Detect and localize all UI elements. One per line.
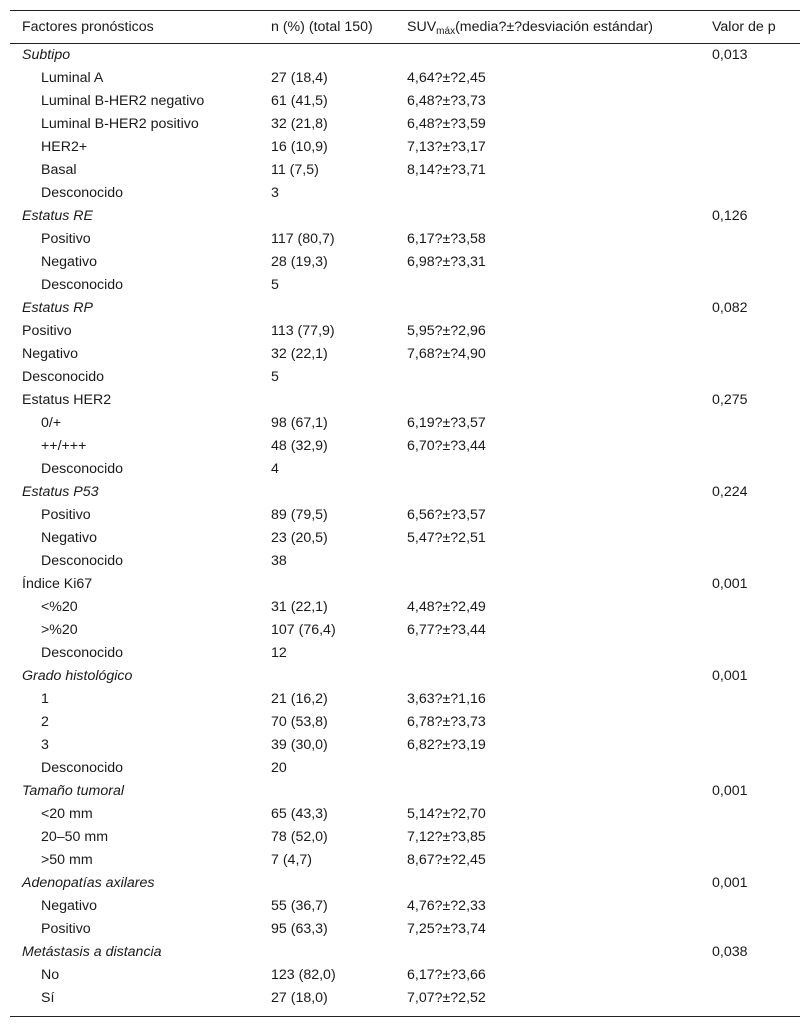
table-row [10,504,800,527]
table-row [10,573,800,596]
table-row [10,895,800,918]
row-n-value: 32 (21,8) [271,116,328,132]
table-row [10,665,800,688]
row-label: Estatus P53 [22,484,99,500]
row-label: Luminal B-HER2 negativo [41,93,205,109]
row-suv-value: 5,95?±?2,96 [407,323,486,339]
table-row [10,412,800,435]
row-label: Desconocido [41,461,124,477]
row-p-value: 0,001 [712,668,748,684]
table-row [10,711,800,734]
row-suv-value: 6,48?±?3,73 [407,93,486,109]
row-n-value: 7 (4,7) [271,852,313,868]
row-p-value: 0,001 [712,875,748,891]
row-label: Grado histológico [22,668,133,684]
row-suv-value: 6,56?±?3,57 [407,507,486,523]
row-n-value: 32 (22,1) [271,346,328,362]
row-suv-value: 7,25?±?3,74 [407,921,486,937]
table-row [10,182,800,205]
table-bottom-rule [10,1016,800,1017]
table-row [10,481,800,504]
row-label: >50 mm [41,852,93,868]
row-n-value: 27 (18,4) [271,70,328,86]
row-n-value: 78 (52,0) [271,829,328,845]
row-n-value: 38 [271,553,287,569]
table-row [10,619,800,642]
table-row [10,136,800,159]
row-suv-value: 6,77?±?3,44 [407,622,486,638]
row-label: Sí [41,990,55,1006]
row-label: Estatus HER2 [22,392,112,408]
header-factores: Factores pronósticos [22,19,154,35]
row-label: 1 [41,691,49,707]
row-label: 3 [41,737,49,753]
row-label: HER2+ [41,139,88,155]
row-p-value: 0,001 [712,576,748,592]
table-row [10,67,800,90]
header-suv-main: SUV [407,19,437,35]
row-suv-value: 6,70?±?3,44 [407,438,486,454]
row-label: Desconocido [41,277,124,293]
row-suv-value: 6,17?±?3,66 [407,967,486,983]
row-label: Luminal B-HER2 positivo [41,116,199,132]
table-row [10,596,800,619]
row-n-value: 20 [271,760,287,776]
row-n-value: 3 [271,185,279,201]
row-suv-value: 4,64?±?2,45 [407,70,486,86]
row-n-value: 117 (80,7) [271,231,335,247]
row-n-value: 123 (82,0) [271,967,336,983]
row-n-value: 4 [271,461,279,477]
header-n: n (%) (total 150) [271,19,373,35]
row-label: 0/+ [41,415,62,431]
row-suv-value: 6,48?±?3,59 [407,116,486,132]
row-label: Adenopatías axilares [22,875,155,891]
row-label: 20–50 mm [41,829,109,845]
table-row [10,688,800,711]
table-row [10,389,800,412]
row-n-value: 107 (76,4) [271,622,336,638]
row-label: Desconocido [41,645,124,661]
row-n-value: 55 (36,7) [271,898,328,914]
row-n-value: 31 (22,1) [271,599,328,615]
row-n-value: 39 (30,0) [271,737,328,753]
row-suv-value: 6,98?±?3,31 [407,254,486,270]
row-n-value: 23 (20,5) [271,530,328,546]
row-suv-value: 6,17?±?3,58 [407,231,486,247]
table-row [10,343,800,366]
row-n-value: 98 (67,1) [271,415,328,431]
row-label: Negativo [41,530,97,546]
row-label: 2 [41,714,49,730]
table-row [10,780,800,803]
table-row [10,826,800,849]
row-n-value: 12 [271,645,287,661]
row-suv-value: 6,78?±?3,73 [407,714,486,730]
row-label: >%20 [41,622,78,638]
table-row [10,228,800,251]
table-row [10,527,800,550]
row-n-value: 5 [271,277,279,293]
row-label: Desconocido [41,553,124,569]
row-label: No [41,967,60,983]
row-p-value: 0,013 [712,47,748,63]
row-p-value: 0,082 [712,300,748,316]
table-row [10,941,800,964]
row-label: Subtipo [22,47,71,63]
row-label: Positivo [41,507,91,523]
row-n-value: 16 (10,9) [271,139,328,155]
table-row [10,205,800,228]
row-label: Negativo [41,254,97,270]
row-suv-value: 8,67?±?2,45 [407,852,486,868]
row-label: Positivo [22,323,72,339]
row-label: Basal [41,162,77,178]
row-suv-value: 7,68?±?4,90 [407,346,486,362]
row-suv-value: 7,07?±?2,52 [407,990,486,1006]
row-n-value: 21 (16,2) [271,691,328,707]
row-n-value: 27 (18,0) [271,990,328,1006]
row-label: Desconocido [22,369,105,385]
row-n-value: 95 (63,3) [271,921,328,937]
table-row [10,803,800,826]
table-row [10,918,800,941]
table-row [10,251,800,274]
table-row [10,90,800,113]
row-p-value: 0,038 [712,944,748,960]
row-label: Tamaño tumoral [22,783,124,799]
table-row [10,297,800,320]
row-n-value: 5 [271,369,279,385]
row-label: Estatus RP [22,300,93,316]
row-p-value: 0,126 [712,208,748,224]
table-row [10,44,800,67]
header-suv [407,11,653,43]
table-row [10,849,800,872]
row-label: Desconocido [41,760,124,776]
row-n-value: 89 (79,5) [271,507,328,523]
table-row [10,274,800,297]
row-suv-value: 7,12?±?3,85 [407,829,486,845]
table-row [10,113,800,136]
row-suv-value: 6,82?±?3,19 [407,737,486,753]
table-header-row [10,11,800,43]
header-suv-rest: (media?±?desviación estándar) [455,19,653,35]
row-suv-value: 5,47?±?2,51 [407,530,486,546]
table-row [10,550,800,573]
header-suv-sub: máx [436,26,456,37]
row-label: Estatus RE [22,208,93,224]
row-label: <20 mm [41,806,93,822]
table-row [10,757,800,780]
row-label: Luminal A [41,70,104,86]
row-n-value: 28 (19,3) [271,254,328,270]
row-label: Desconocido [41,185,124,201]
table-row [10,458,800,481]
row-suv-value: 5,14?±?2,70 [407,806,486,822]
row-suv-value: 4,48?±?2,49 [407,599,486,615]
row-suv-value: 8,14?±?3,71 [407,162,486,178]
row-label: Metástasis a distancia [22,944,162,960]
table-row [10,734,800,757]
row-suv-value: 7,13?±?3,17 [407,139,486,155]
row-n-value: 11 (7,5) [271,162,319,178]
table-row [10,964,800,987]
row-suv-value: 3,63?±?1,16 [407,691,486,707]
row-suv-value: 4,76?±?2,33 [407,898,486,914]
table-row [10,320,800,343]
row-p-value: 0,224 [712,484,748,500]
table-row [10,987,800,1010]
row-suv-value: 6,19?±?3,57 [407,415,486,431]
row-n-value: 48 (32,9) [271,438,328,454]
row-n-value: 61 (41,5) [271,93,328,109]
row-p-value: 0,275 [712,392,748,408]
table-row [10,435,800,458]
header-p: Valor de p [712,19,776,35]
row-label: Positivo [41,231,91,247]
row-p-value: 0,001 [712,783,748,799]
table-row [10,872,800,895]
row-n-value: 113 (77,9) [271,323,335,339]
row-n-value: 70 (53,8) [271,714,328,730]
table-row [10,366,800,389]
row-label: Índice Ki67 [22,576,93,592]
table-row [10,159,800,182]
table-row [10,642,800,665]
row-label: ++/+++ [41,438,87,454]
row-label: Positivo [41,921,91,937]
row-label: Negativo [41,898,97,914]
row-label: <%20 [41,599,78,615]
row-label: Negativo [22,346,78,362]
row-n-value: 65 (43,3) [271,806,328,822]
